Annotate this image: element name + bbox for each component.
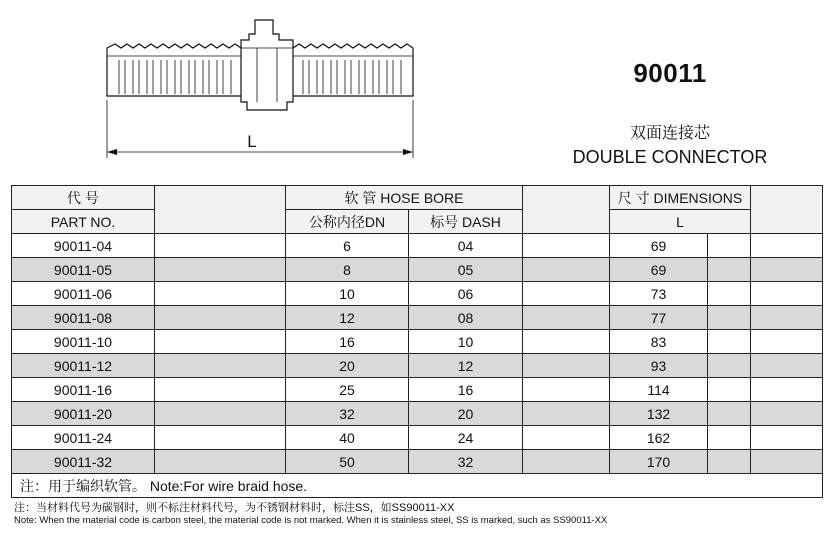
blank-cell: [523, 402, 610, 426]
blank-cell: [708, 450, 751, 474]
blank-cell: [708, 234, 751, 258]
dn-cell: 32: [286, 402, 409, 426]
right-tail-body: [293, 48, 413, 96]
header-row-2: [12, 210, 823, 234]
blank-cell: [155, 402, 286, 426]
header-blank: [751, 186, 823, 234]
dash-cell: 24: [409, 426, 523, 450]
header-dash: 标号 DASH: [409, 210, 523, 234]
table-row: [12, 306, 823, 330]
header-row-1: [12, 186, 823, 210]
dn-cell: 6: [286, 234, 409, 258]
l-cell: 69: [610, 258, 708, 282]
blank-cell: [523, 330, 610, 354]
blank-cell: [155, 330, 286, 354]
blank-cell: [751, 306, 823, 330]
left-barb-top: [107, 44, 241, 48]
part-no-cell: 90011-05: [12, 258, 155, 282]
table-row: [12, 402, 823, 426]
blank-cell: [751, 402, 823, 426]
blank-cell: [155, 306, 286, 330]
dash-cell: 10: [409, 330, 523, 354]
part-no-cell: 90011-32: [12, 450, 155, 474]
blank-cell: [523, 354, 610, 378]
dash-cell: 08: [409, 306, 523, 330]
dn-cell: 50: [286, 450, 409, 474]
note-text: 注：用于编织软管。 Note:For wire braid hose.: [12, 474, 823, 498]
table-row: [12, 378, 823, 402]
header-part-en: PART NO.: [12, 210, 155, 234]
dn-cell: 40: [286, 426, 409, 450]
blank-cell: [523, 258, 610, 282]
table-row: [12, 354, 823, 378]
right-barb-top: [293, 44, 413, 48]
dash-cell: 06: [409, 282, 523, 306]
blank-cell: [751, 234, 823, 258]
dn-cell: 8: [286, 258, 409, 282]
blank-cell: [523, 306, 610, 330]
blank-cell: [708, 426, 751, 450]
blank-cell: [155, 354, 286, 378]
blank-cell: [708, 330, 751, 354]
blank-cell: [523, 282, 610, 306]
blank-cell: [155, 282, 286, 306]
dn-cell: 16: [286, 330, 409, 354]
dash-cell: 16: [409, 378, 523, 402]
blank-cell: [155, 426, 286, 450]
footer-note-cn: 注：当材料代号为碳钢时，则不标注材料代号，为不锈钢材料时，标注SS，如SS90011-XX: [14, 502, 455, 514]
table-row: [12, 282, 823, 306]
l-cell: 93: [610, 354, 708, 378]
blank-cell: [708, 378, 751, 402]
blank-cell: [751, 378, 823, 402]
product-name-cn: 双面连接芯: [629, 125, 710, 142]
table-row: [12, 426, 823, 450]
l-cell: 73: [610, 282, 708, 306]
dash-cell: 12: [409, 354, 523, 378]
l-cell: 77: [610, 306, 708, 330]
header-hose-bore: 软 管 HOSE BORE: [286, 186, 523, 210]
dn-cell: 12: [286, 306, 409, 330]
dimension-label-l: L: [247, 132, 257, 151]
dn-cell: 20: [286, 354, 409, 378]
blank-cell: [708, 258, 751, 282]
blank-cell: [751, 426, 823, 450]
blank-cell: [751, 282, 823, 306]
right-barb-ridges: [293, 56, 413, 94]
dash-cell: 32: [409, 450, 523, 474]
part-no-cell: 90011-20: [12, 402, 155, 426]
dash-cell: 20: [409, 402, 523, 426]
blank-cell: [523, 426, 610, 450]
l-cell: 162: [610, 426, 708, 450]
l-cell: 83: [610, 330, 708, 354]
header-dimensions: 尺 寸 DIMENSIONS: [610, 186, 751, 210]
product-name-en: DOUBLE CONNECTOR: [572, 147, 768, 167]
product-code: 90011: [633, 58, 707, 88]
blank-cell: [708, 354, 751, 378]
spec-table: [11, 185, 823, 498]
l-cell: 170: [610, 450, 708, 474]
blank-cell: [751, 330, 823, 354]
footer-note-en: Note: When the material code is carbon steel, the material code is not marked. When it is stainless steel, SS is marked, such as SS90011-XX: [14, 515, 608, 526]
connector-drawing: [95, 10, 425, 160]
blank-cell: [708, 402, 751, 426]
part-no-cell: 90011-24: [12, 426, 155, 450]
dash-cell: 04: [409, 234, 523, 258]
dash-cell: 05: [409, 258, 523, 282]
header-l: L: [610, 210, 751, 234]
note-row: [12, 474, 823, 498]
left-barb-ridges: [107, 56, 241, 94]
blank-cell: [523, 378, 610, 402]
blank-cell: [708, 282, 751, 306]
part-no-cell: 90011-04: [12, 234, 155, 258]
dn-cell: 10: [286, 282, 409, 306]
table-row: [12, 234, 823, 258]
center-collar: [241, 20, 293, 110]
part-no-cell: 90011-16: [12, 378, 155, 402]
arrow-left: [107, 149, 117, 155]
blank-cell: [523, 450, 610, 474]
blank-cell: [751, 450, 823, 474]
part-no-cell: 90011-10: [12, 330, 155, 354]
table-row: [12, 450, 823, 474]
header-dn: 公称内径DN: [286, 210, 409, 234]
header-blank: [155, 186, 286, 234]
blank-cell: [523, 234, 610, 258]
blank-cell: [751, 354, 823, 378]
part-no-cell: 90011-06: [12, 282, 155, 306]
blank-cell: [155, 234, 286, 258]
table-row: [12, 330, 823, 354]
l-cell: 69: [610, 234, 708, 258]
arrow-right: [403, 149, 413, 155]
l-cell: 114: [610, 378, 708, 402]
part-no-cell: 90011-08: [12, 306, 155, 330]
blank-cell: [155, 378, 286, 402]
l-cell: 132: [610, 402, 708, 426]
header-blank: [523, 186, 610, 234]
dn-cell: 25: [286, 378, 409, 402]
part-no-cell: 90011-12: [12, 354, 155, 378]
blank-cell: [751, 258, 823, 282]
blank-cell: [155, 450, 286, 474]
header-part-cn: 代 号: [12, 186, 155, 210]
left-tail-body: [107, 48, 241, 96]
blank-cell: [155, 258, 286, 282]
table-row: [12, 258, 823, 282]
blank-cell: [708, 306, 751, 330]
